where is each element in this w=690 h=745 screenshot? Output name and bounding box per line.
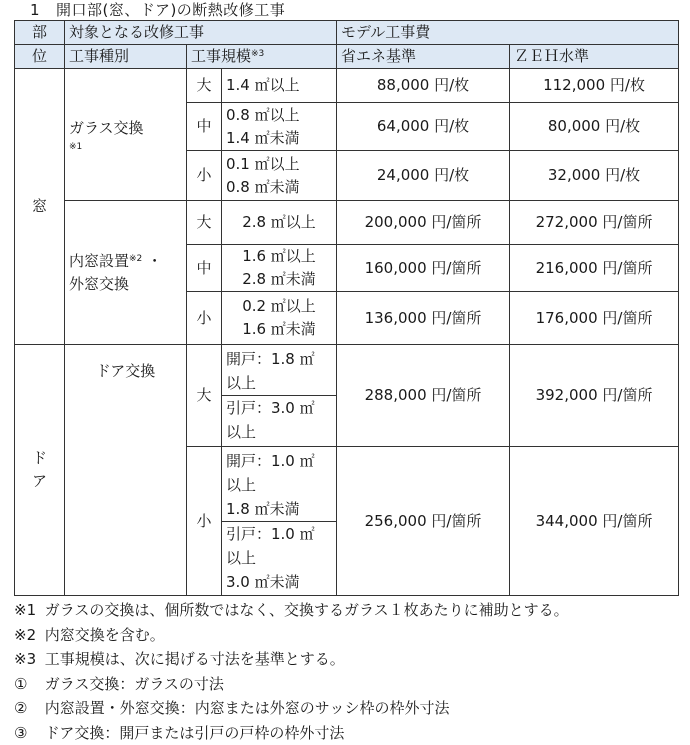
part-door-char: ア xyxy=(19,470,60,493)
sliding-door-scale xyxy=(222,395,336,444)
header-row-1 xyxy=(15,21,679,45)
size-label: 小 xyxy=(187,151,222,201)
scale-line: 以上 xyxy=(226,473,332,497)
footnote-text: 内窓交換を含む。 xyxy=(45,626,165,644)
scale-cell: 1.4 ㎡以上 xyxy=(222,69,337,103)
zeh-cost-cell: 344,000 円/箇所 xyxy=(510,447,679,596)
energy-cost-cell: 160,000 円/箇所 xyxy=(337,245,510,292)
scale-cell-split xyxy=(222,447,337,596)
scale-line: 2.8 ㎡未満 xyxy=(226,268,332,291)
scale-line: 0.2 ㎡以上 xyxy=(226,295,332,318)
scale-line: 1.6 ㎡未満 xyxy=(226,318,332,341)
zeh-cost-cell: 176,000 円/箇所 xyxy=(510,292,679,345)
scale-line: 1.8 ㎡未満 xyxy=(226,497,332,521)
scale-cell xyxy=(222,103,337,151)
work-type-inner-window xyxy=(65,201,187,345)
scale-line: 開戸：1.0 ㎡ xyxy=(226,449,332,473)
zeh-cost-cell: 392,000 円/箇所 xyxy=(510,345,679,447)
footnote-mark: ※2 xyxy=(14,623,40,648)
scale-cell xyxy=(222,292,337,345)
energy-cost-cell: 24,000 円/枚 xyxy=(337,151,510,201)
scale-cell: 2.8 ㎡以上 xyxy=(222,201,337,245)
sliding-door-scale xyxy=(222,521,336,594)
separator-dot: ・ xyxy=(142,252,162,270)
zeh-cost-cell: 80,000 円/枚 xyxy=(510,103,679,151)
header-work-scale xyxy=(187,45,337,69)
header-row-2 xyxy=(15,45,679,69)
header-part-top: 部 xyxy=(15,21,65,45)
energy-cost-cell: 256,000 円/箇所 xyxy=(337,447,510,596)
list-text: 内窓設置・外窓交換：内窓または外窓のサッシ枠の枠外寸法 xyxy=(45,699,450,717)
size-label: 中 xyxy=(187,103,222,151)
scale-line: 以上 xyxy=(226,546,332,570)
scale-basis-2 xyxy=(14,696,690,721)
scale-line: 1.6 ㎡以上 xyxy=(226,245,332,268)
work-type-door: ドア交換 xyxy=(65,345,187,596)
energy-cost-cell: 200,000 円/箇所 xyxy=(337,201,510,245)
scale-line: 引戸：1.0 ㎡ xyxy=(226,522,332,546)
list-number: ② xyxy=(14,696,40,721)
scale-line: 開戸：1.8 ㎡ xyxy=(226,347,332,371)
subsidy-cost-table xyxy=(14,20,679,596)
part-door-char: ド xyxy=(19,447,60,470)
work-type-inner-line1 xyxy=(69,250,182,273)
section-number: 1 xyxy=(30,1,40,19)
section-title xyxy=(30,0,285,20)
scale-cell xyxy=(222,151,337,201)
energy-cost-cell: 288,000 円/箇所 xyxy=(337,345,510,447)
header-work-type: 工事種別 xyxy=(65,45,187,69)
scale-cell-split xyxy=(222,345,337,447)
zeh-cost-cell: 112,000 円/枚 xyxy=(510,69,679,103)
scale-line: 以上 xyxy=(226,420,332,444)
list-number: ③ xyxy=(14,721,40,745)
scale-line: 0.1 ㎡以上 xyxy=(226,153,332,176)
header-part-bottom: 位 xyxy=(15,45,65,69)
table-row xyxy=(15,345,679,447)
size-label: 大 xyxy=(187,69,222,103)
header-energy-saving: 省エネ基準 xyxy=(337,45,510,69)
work-type-glass-text: ガラス交換 xyxy=(69,119,144,137)
zeh-cost-cell: 32,000 円/枚 xyxy=(510,151,679,201)
zeh-cost-cell: 216,000 円/箇所 xyxy=(510,245,679,292)
section-title-text: 開口部(窓、ドア)の断熱改修工事 xyxy=(56,1,285,19)
size-label: 小 xyxy=(187,447,222,596)
list-text: ドア交換：開戸または引戸の戸枠の枠外寸法 xyxy=(45,724,345,742)
swing-door-scale xyxy=(222,449,336,521)
table-row xyxy=(15,201,679,245)
size-label: 小 xyxy=(187,292,222,345)
scale-line: 0.8 ㎡以上 xyxy=(226,104,332,127)
energy-cost-cell: 136,000 円/箇所 xyxy=(337,292,510,345)
scale-line: 3.0 ㎡未満 xyxy=(226,570,332,594)
work-type-inner-text: 内窓設置 xyxy=(69,252,129,270)
scale-line: 0.8 ㎡未満 xyxy=(226,176,332,199)
header-model-cost: モデル工事費 xyxy=(337,21,679,45)
work-type-glass xyxy=(65,69,187,201)
swing-door-scale xyxy=(222,347,336,395)
list-text: ガラス交換：ガラスの寸法 xyxy=(45,675,224,693)
header-zeh: ＺＥＨ水準 xyxy=(510,45,679,69)
size-label: 大 xyxy=(187,345,222,447)
part-door xyxy=(15,345,65,596)
energy-cost-cell: 88,000 円/枚 xyxy=(337,69,510,103)
zeh-cost-cell: 272,000 円/箇所 xyxy=(510,201,679,245)
scale-basis-3 xyxy=(14,721,690,745)
footnote-text: ガラスの交換は、個所数ではなく、交換するガラス１枚あたりに補助とする。 xyxy=(45,601,569,619)
scale-line: 引戸：3.0 ㎡ xyxy=(226,396,332,420)
footnote-text: 工事規模は、次に掲げる寸法を基準とする。 xyxy=(45,650,345,668)
footnote-ref-3: ※3 xyxy=(251,49,264,59)
footnote-1 xyxy=(14,598,690,623)
header-target-work: 対象となる改修工事 xyxy=(65,21,337,45)
footnote-ref-1: ※1 xyxy=(69,141,182,153)
scale-basis-1 xyxy=(14,672,690,697)
part-window: 窓 xyxy=(15,69,65,345)
scale-line: 以上 xyxy=(226,371,332,395)
energy-cost-cell: 64,000 円/枚 xyxy=(337,103,510,151)
footnote-2 xyxy=(14,623,690,648)
footnote-mark: ※3 xyxy=(14,647,40,672)
footnote-mark: ※1 xyxy=(14,598,40,623)
footnotes xyxy=(14,598,690,745)
scale-cell xyxy=(222,245,337,292)
list-number: ① xyxy=(14,672,40,697)
size-label: 中 xyxy=(187,245,222,292)
footnote-3 xyxy=(14,647,690,672)
header-work-scale-text: 工事規模 xyxy=(191,47,251,65)
work-type-inner-line2: 外窓交換 xyxy=(69,273,182,296)
scale-line: 1.4 ㎡未満 xyxy=(226,127,332,150)
footnote-ref-2: ※2 xyxy=(129,254,142,264)
size-label: 大 xyxy=(187,201,222,245)
table-row xyxy=(15,69,679,103)
